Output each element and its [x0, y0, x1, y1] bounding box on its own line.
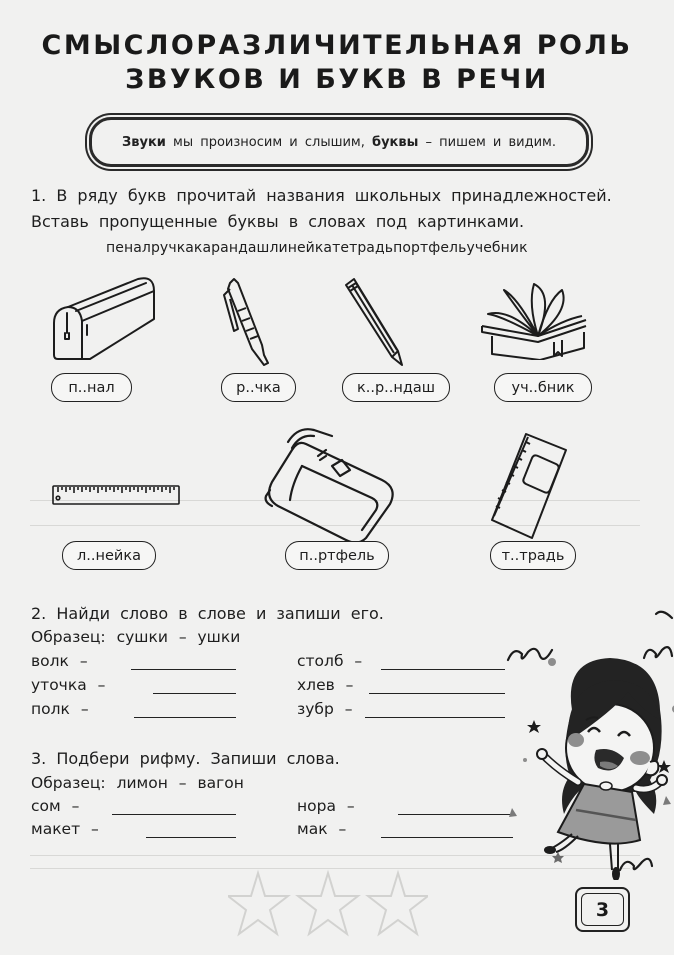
- task3-row-2-right-label: мак –: [297, 820, 347, 838]
- task3-heading: 3. Подбери рифму. Запиши слова.: [31, 749, 340, 768]
- task2-row-1-right-answer-line[interactable]: [381, 655, 505, 670]
- task2-example: Образец: сушки – ушки: [31, 628, 241, 646]
- page-title-line-2: ЗВУКОВ И БУКВ В РЕЧИ: [125, 64, 549, 95]
- task2-row-1-right-label: столб –: [297, 652, 363, 670]
- notebook-icon: [490, 430, 570, 542]
- task2-row-2-right-label: хлев –: [297, 676, 354, 694]
- page-number: 3: [581, 893, 624, 926]
- task3-row-1-right-label: нора –: [297, 797, 355, 815]
- word-card-karandash: к..р..ндаш: [342, 373, 450, 402]
- task1-letter-string: пеналручкакарандашлинейкатетрадьпортфельучебник: [106, 240, 528, 256]
- task2-row-2-right-answer-line[interactable]: [369, 679, 505, 694]
- task2-heading: 2. Найди слово в слове и запиши его.: [31, 604, 384, 623]
- task2-row-3-left-answer-line[interactable]: [134, 703, 236, 718]
- task2-row-1-left-label: волк –: [31, 652, 88, 670]
- pencil-case-icon: [50, 275, 162, 360]
- task2-row-3-left-label: полк –: [31, 700, 89, 718]
- task2-row-1-left-answer-line[interactable]: [131, 655, 236, 670]
- task1-instruction-line-1: 1. В ряду букв прочитай названия школьных принадлежностей.: [31, 186, 612, 205]
- task2-row-3-right-answer-line[interactable]: [365, 703, 505, 718]
- pen-icon: [220, 275, 275, 370]
- page-title-line-1: СМЫСЛОРАЗЛИЧИТЕЛЬНАЯ РОЛЬ: [41, 30, 633, 61]
- happy-girl-illustration: [500, 600, 674, 880]
- task3-row-1-left-answer-line[interactable]: [112, 800, 236, 815]
- task3-row-2-left-label: макет –: [31, 820, 99, 838]
- word-card-portfel: п..ртфель: [285, 541, 389, 570]
- decorative-stars-faint: [228, 868, 428, 943]
- word-card-uchebnik: уч..бник: [494, 373, 592, 402]
- confetti-swirl: [508, 649, 552, 660]
- rule-box: [89, 117, 589, 167]
- task2-row-2-left-answer-line[interactable]: [153, 679, 236, 694]
- rule-text-1: мы произносим и слышим,: [165, 134, 372, 150]
- rule-term-sounds: Звуки: [122, 134, 166, 150]
- task2-row-3-right-label: зубр –: [297, 700, 353, 718]
- word-card-lineyka: л..нейка: [62, 541, 156, 570]
- rule-text-2: – пишем и видим.: [418, 134, 556, 150]
- textbook-icon: [478, 280, 590, 360]
- word-card-tetrad: т..традь: [490, 541, 576, 570]
- ruler-icon: [52, 484, 180, 506]
- word-card-penal: п..нал: [51, 373, 132, 402]
- task2-row-2-left-label: уточка –: [31, 676, 106, 694]
- word-card-ruchka: р..чка: [221, 373, 296, 402]
- task1-instruction-line-2: Вставь пропущенные буквы в словах под картинками.: [31, 212, 525, 231]
- task3-row-1-right-answer-line[interactable]: [398, 800, 513, 815]
- task3-example: Образец: лимон – вагон: [31, 774, 244, 792]
- pencil-icon: [340, 275, 410, 370]
- task3-row-1-left-label: сом –: [31, 797, 80, 815]
- task3-row-2-left-answer-line[interactable]: [146, 823, 236, 838]
- rule-term-letters: буквы: [372, 134, 419, 150]
- page-number-badge: [575, 887, 630, 932]
- task3-row-2-right-answer-line[interactable]: [381, 823, 513, 838]
- backpack-icon: [262, 420, 402, 545]
